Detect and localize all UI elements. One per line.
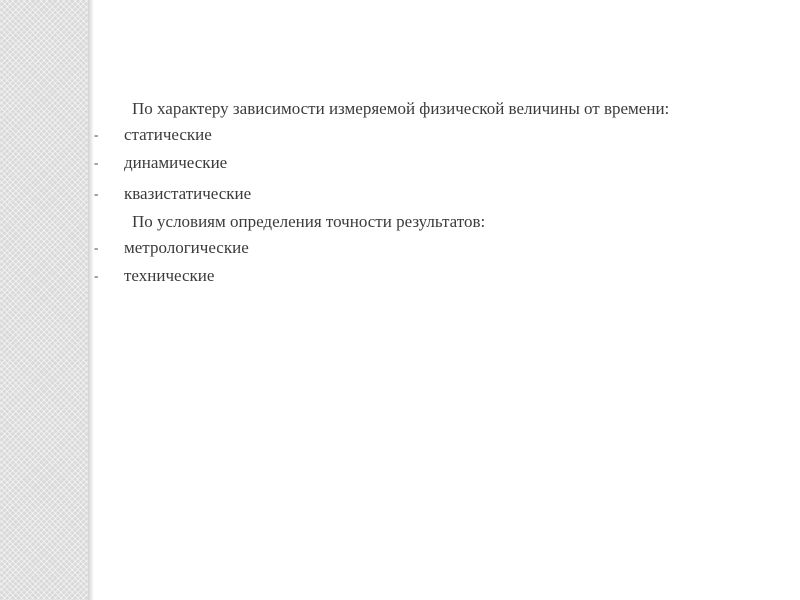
decorative-side-band	[0, 0, 88, 600]
list-item	[0, 147, 800, 178]
bullet-dash: -	[94, 240, 99, 255]
list-item	[0, 260, 800, 291]
bullet-dash: -	[94, 268, 99, 283]
bullet-dash: -	[94, 127, 99, 142]
section-heading-time-dependence: По характеру зависимости измеряемой физической величины от времени:	[132, 99, 670, 118]
list-item	[0, 235, 800, 260]
section-heading-accuracy-conditions: По условиям определения точности результатов:	[132, 212, 486, 231]
list-item	[0, 178, 800, 209]
list-item-label: динамические	[124, 153, 228, 172]
list-item-label: метрологические	[124, 238, 249, 257]
list-item-label: технические	[124, 266, 215, 285]
slide-content	[0, 96, 800, 291]
side-band-shadow	[88, 0, 94, 600]
list-item-label: статические	[124, 125, 212, 144]
bullet-dash: -	[94, 155, 99, 170]
bullet-dash: -	[94, 186, 99, 201]
list-item	[0, 122, 800, 147]
list-item-label: квазистатические	[124, 184, 252, 203]
